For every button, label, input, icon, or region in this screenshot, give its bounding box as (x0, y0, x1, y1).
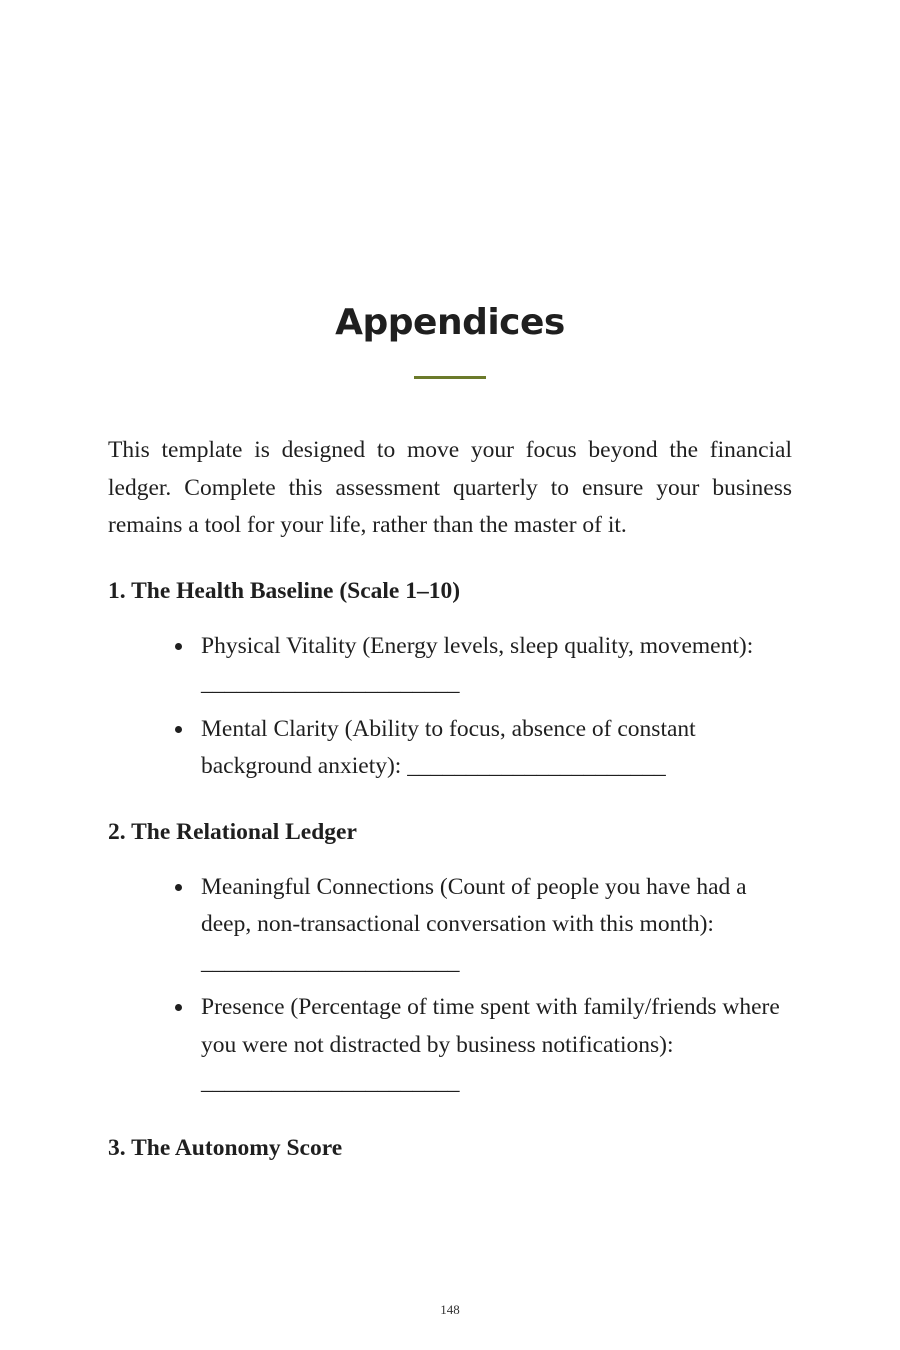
page-title: Appendices (335, 302, 565, 343)
section-heading-relational: 2. The Relational Ledger (108, 818, 357, 845)
list-item-presence: Presence (Percentage of time spent with family/friends where you were not distracted by business notifications): ______________________ (201, 989, 792, 1102)
intro-paragraph: This template is designed to move your focus beyond the financial ledger. Complete this assessment quarterly to ensure your business remains a tool for your life, rather than the master of it. (108, 437, 792, 538)
list-item-meaningful-connections: Meaningful Connections (Count of people you have had a deep, non-transactional conversation with this month): ______________________ (201, 869, 792, 982)
list-item-mental-clarity: Mental Clarity (Ability to focus, absence of constant background anxiety): ______________________ (201, 711, 792, 786)
relational-list (108, 869, 792, 1102)
section-heading-health: 1. The Health Baseline (Scale 1–10) (108, 577, 461, 604)
page-content (108, 432, 792, 1166)
health-list (108, 628, 792, 786)
page-number: 148 (440, 1302, 460, 1317)
list-item-physical-vitality: Physical Vitality (Energy levels, sleep quality, movement): ______________________ (201, 628, 792, 703)
section-heading-autonomy: 3. The Autonomy Score (108, 1134, 343, 1161)
title-divider (414, 376, 486, 379)
